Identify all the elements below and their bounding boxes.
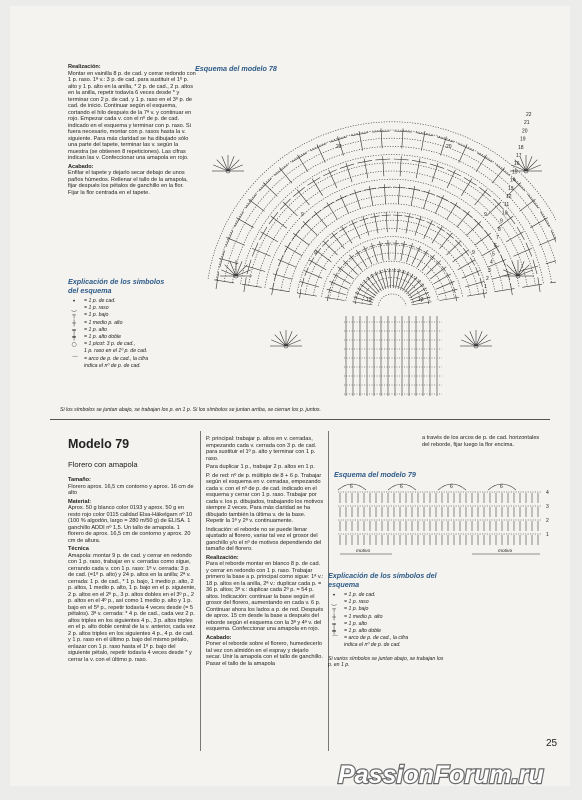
diagram-78-stitch-bar xyxy=(463,248,469,255)
diagram-78-arc-label: 20 xyxy=(336,144,342,150)
diagram-78-caption: Si los símbolos se juntan abajo, se trabajan los p. en 1 p. Si los símbolos se juntan arriba, se cierran los p. juntos. xyxy=(60,407,321,413)
diagram-79-arc-label: 6 xyxy=(400,484,403,490)
legend-78-symbol-icon: ⌒ xyxy=(70,355,77,363)
diagram-78-arc-label: 9 xyxy=(301,212,304,218)
legend-78-symbol-icon: ○ xyxy=(71,341,77,349)
diagram-78-stitch-bar xyxy=(485,230,492,240)
legend-78-symbol-icon: ╤ xyxy=(72,326,76,334)
legend-79-item xyxy=(328,635,478,642)
diagram-78-row-number: 3 xyxy=(488,267,491,274)
diagram-78-stitch-bar xyxy=(226,231,233,247)
legend-78-symbol-icon: ┬ xyxy=(72,312,76,320)
legend-79-text: = 1 medio p. alto xyxy=(344,613,383,620)
legend-78-item xyxy=(68,312,198,319)
legend-78-text: indica el nº de p. de cad. xyxy=(84,362,141,369)
realizacion-78-text: Montar en vainilla 8 p. de cad. y cerrar redondo con 1 p. raso. 1ª v.: 3 p. de cad. para sustituir el 1º p. alto y 1 p. alto en la anilla, * 2 p. de cad., 2 p. altos en la anilla, repetir todavía 6 veces desde * y terminar con 2 p. de cad. y 1 p. raso en el 3º p. de cad. de inicio. Continuar según el esquema, cortando el hilo después de la 7ª v. y continuar en rojo. Empezar cada v. con el nº de p. de cad. indicado en el esquema y terminar con p. raso. Si fuera necesario, montar con p. rasos hasta la v. siguiente. Para más claridad se ha dibujado sólo una parte del tapete, terminar las v. según la muestra (se obtienen 8 repeticiones). Las cifras indican las v. Confeccionar una amapola en rojo. xyxy=(68,70,196,161)
diagram-78-stitch-bar xyxy=(340,164,354,169)
diagram-78-ring xyxy=(273,187,511,289)
diagram-78-stitch-bar xyxy=(292,230,299,240)
diagram-78-shell-stitch xyxy=(228,160,239,171)
diagram-78-ring xyxy=(281,196,503,291)
diagram-78-arc-label: 13 xyxy=(418,297,424,303)
diagram-78-stitch-bar xyxy=(423,191,435,195)
legend-79-symbol-icon: ╤ xyxy=(332,620,336,628)
legend-79-item xyxy=(328,592,478,599)
diagram-78-stitch-bar xyxy=(305,267,309,276)
tecnica-title: Técnica xyxy=(68,546,89,552)
acabado-78-text: Enfilar el tapete y dejarlo secar debajo de unos paños húmedos. Rellenar el tallo de la amapola, fijar después los pétalos de ganchillo en la flor. Fijar la flor centrada en el tapete. xyxy=(68,170,188,196)
diagram-78-stitch-bar xyxy=(349,255,354,259)
diagram-78-ring xyxy=(257,171,528,287)
diagram-78-ring xyxy=(321,237,462,297)
diagram-78-row-number: 22 xyxy=(526,112,532,118)
diagram-78-shell-stitch xyxy=(476,335,487,346)
diagram-78-stitch-bar xyxy=(371,276,374,278)
legend-79-text: = 1 p. alto doble xyxy=(344,628,382,635)
legend-79-symbol-icon: • xyxy=(332,592,336,599)
legend-78-item xyxy=(68,348,198,355)
legend-79-text: = arco de p. de cad., la cifra xyxy=(344,635,409,642)
legend-79-text: = 1 p. bajo xyxy=(344,606,369,613)
diagram-78-arc-label: 9 xyxy=(472,250,475,256)
legend-79-item xyxy=(328,621,478,628)
diagram-78-row-number: 1 xyxy=(484,284,487,291)
diagram-78-stitch-bar xyxy=(420,284,422,287)
legend-79-item xyxy=(328,614,478,621)
diagram-78-stitch-bar xyxy=(235,212,244,227)
diagram-78-stitch-bar xyxy=(506,269,509,281)
legend-78-item xyxy=(68,356,198,363)
diagram-79-row-number: 1 xyxy=(546,532,549,538)
diagram-78-title: Esquema del modelo 78 xyxy=(195,64,277,73)
diagram-78-stitch-bar xyxy=(427,222,435,226)
legend-78-symbol-icon: ┼ xyxy=(72,319,76,327)
diagram-78-stitch-bar xyxy=(355,300,356,304)
realizacion-78-title: Realización: xyxy=(68,64,101,70)
material-text: Aprox. 50 g blanco color 0193 y aprox. 50 g en resto rojo color 0115 calidad Elsa-Häkelgarn nº 10 (100 % algodón, largo = 280 m/50 g) de ELISA. 1 ganchillo ADDI nº 1,5. Un tallo de amapola. 1 florero de aprox. 16,5 cm de contorno y aprox. 20 cm de altura. xyxy=(68,505,193,544)
diagram-78-ring xyxy=(338,253,447,299)
diagram-78-row-number: 2 xyxy=(486,276,489,282)
diagram-78-stitch-bar xyxy=(526,243,532,257)
page-number: 25 xyxy=(546,738,558,749)
section-divider xyxy=(50,419,550,420)
diagram-78-stitch xyxy=(546,258,556,264)
legend-79-list xyxy=(328,592,478,650)
diagram-78-stitch-bar xyxy=(540,212,549,227)
diagram-78-stitch-bar xyxy=(269,212,278,224)
tecnica-text: Amapola: montar 9 p. de cad. y cerrar en redondo con 1 p. raso, trabajar en v. cerradas como sigue, cerrando cada v. con 1 p. raso: 1ª v. cerrada: 3 p. de cad. (=1º p. alto) y 24 p. altos en la anilla; 2ª v. cerrada: 1 p. de cad., * 1 p. bajo, 1 medio p. alto, 2 p. altos, 1 medio p. alto, 1 p. bajo en el p. siguiente, 2 p. altos en el 2º p., 3 p. altos dobles en el 3º p., 2 p. altos en el 4º p., así como 1 medio p. alto y 1 p. bajo en el 5º p., repetir todavía 4 veces desde (= 5 pétalos). 3ª v. cerrada: * 4 p. de cad., cada vez 2 p. altos triples en los siguientes 4 p., 3 p. altos triples en el p. alto doble central de la v. anterior, cada vez 2 p. altos triples en los siguientes 4 p., 4 p. de cad. y 1 p. raso en el último p. bajo del mismo pétalo, enlazar con 1 p. raso hasta el 1º p. bajo del siguiente pétalo, repetir todavía 4 veces desde * y cerrar la v. con el último p. raso. xyxy=(68,552,196,663)
diagram-78-stitch-bar xyxy=(336,196,347,201)
legend-79-text: = 1 p. de cad. xyxy=(344,592,376,598)
diagram-78-stitch-bar xyxy=(430,164,444,169)
legend-79-note: Si varios símbolos se juntan abajo, se trabajan los p. en 1 p. xyxy=(328,655,444,668)
realizacion-78-block xyxy=(68,64,196,198)
legend-78 xyxy=(68,278,198,370)
right-column-intro: a través de los arcos de p. de cad. horizontales del reborde, fijar luego la flor encima. xyxy=(422,435,540,448)
diagram-78-ring xyxy=(378,294,406,306)
middle-text-c: P. de red: nº de p. múltiplo de 8 + 6 p. Trabajar según el esquema en v. cerradas, empezando cada v. con el nº de p. de cad. indicado en el esquema y cerrar con 1 p. raso. Trabajar por cada v. los p. dibujados, trabajando los motivos siempre 2 veces. Para más claridad se ha dibujado también la última v. de la base. Repetir la 1ª y 2ª v. continuamente. xyxy=(206,472,324,524)
model-79-text xyxy=(68,477,196,665)
legend-78-item xyxy=(68,334,198,341)
legend-78-title-line1: Explicación de los símbolos xyxy=(68,277,165,286)
legend-78-list xyxy=(68,298,198,370)
diagram-78-row-number: 9 xyxy=(500,218,503,225)
diagram-78-shell-stitch xyxy=(465,335,476,346)
legend-79-symbol-icon: ⌒ xyxy=(330,635,337,643)
diagram-78-ring xyxy=(289,204,495,292)
diagram-78-stitch-bar xyxy=(307,177,320,185)
diagram-78-shell-stitch xyxy=(286,335,297,346)
diagram-78-stitch-bar xyxy=(450,202,460,208)
diagram-78-stitch-bar xyxy=(464,177,477,185)
legend-78-item xyxy=(68,298,198,305)
diagram-78-stitch-bar xyxy=(274,269,277,281)
legend-78-text: = 1 picot: 3 p. de cad., xyxy=(84,341,136,348)
diagram-78-stitch-bar xyxy=(437,137,454,142)
diagram-78-stitch-bar xyxy=(382,215,391,216)
diagram-78-stitch-bar xyxy=(349,222,357,226)
diagram-78-arc-label: 9 xyxy=(314,250,317,256)
legend-78-item xyxy=(68,327,198,334)
acabado-78-title: Acabado: xyxy=(68,163,94,170)
legend-78-symbol-icon: • xyxy=(72,298,76,305)
diagram-78-stitch-bar xyxy=(260,227,267,240)
diagram-78-stitch-bar xyxy=(517,227,524,240)
diagram-78-stitch-bar xyxy=(246,194,257,208)
diagram-79-title: Esquema del modelo 79 xyxy=(334,470,416,479)
diagram-78-stitch-bar xyxy=(476,267,480,276)
diagram-78-stitch xyxy=(539,237,556,245)
diagram-78-row-number: 6 xyxy=(494,243,497,250)
diagram-78-stitch-bar xyxy=(330,137,347,142)
legend-78-text: = 1 p. alto doble xyxy=(84,334,122,341)
diagram-79-arc-label: 6 xyxy=(500,484,503,490)
diagram-78-row-number: 19 xyxy=(520,136,526,143)
diagram-79-arc-label: 6 xyxy=(450,484,453,490)
diagram-78-row-number: 10 xyxy=(502,210,508,217)
legend-78-text: = arco de p. de cad., la cifra xyxy=(84,355,149,362)
diagram-78-stitch-bar xyxy=(496,165,510,176)
diagram-78-row-number: 12 xyxy=(506,194,512,200)
diagram-78-stitch-bar xyxy=(355,251,361,254)
diagram-78-stitch-bar xyxy=(274,165,288,176)
legend-79-text: = 1 p. raso xyxy=(344,599,369,606)
diagram-78-stitch-bar xyxy=(284,242,290,252)
legend-78-item xyxy=(68,363,198,370)
diagram-78-stitch-bar xyxy=(220,251,225,268)
legend-78-text: = 1 medio p. alto xyxy=(84,319,123,326)
legend-79-text: = 1 p. alto xyxy=(344,620,367,627)
legend-78-text: 1 p. raso en el 1º p. de cad. xyxy=(84,348,148,355)
middle-text-f: Poner el reborde sobre el florero, humedecerlo tal vez con almidón en el espray y dejarlo secar. Unir la amapola con el tallo de ganchillo. Pasar el tallo de la amapola xyxy=(206,641,323,667)
middle-text-e: Para el reborde montar en blanco 8 p. de cad. y cerrar en redondo con 1 p. raso. Trabajar primero la base a p. principal como sigue: 1ª v.: 18 p. altos en la anilla, 2ª v.: duplicar cada p. = 36 p. altos; 3ª v.: duplicar cada 2º p. = 54 p. altos. Indicación: continuar la base según el grosor del florero, aumentando en cada v. 6 p. Continuar ahora los lados a p. de red. Después de aprox. 15 cm desde la base a después del reborde según el esquema con la 3ª y 4ª v. del esquema. Confeccionar una amapola en rojo. xyxy=(206,561,324,632)
diagram-78-row-number: 21 xyxy=(524,120,530,127)
diagram-78-stitch-bar xyxy=(397,271,401,272)
diagram-78-stitch-bar xyxy=(278,255,283,266)
middle-text-a: P. principal: trabajar p. altos en v. cerradas, empezando cada v. cerrada con 3 p. de cad. para sustituir el 1º p. alto y terminar con 1 p. raso. xyxy=(206,436,317,462)
diagram-78-stitch-bar xyxy=(334,273,337,279)
diagram-79-label-left: motivo xyxy=(356,549,371,554)
diagram-78-row-number: 14 xyxy=(510,177,516,184)
diagram-78-row-number: 4 xyxy=(490,259,493,266)
diagram-78-arc-label: 13 xyxy=(366,297,372,303)
diagram-78-row-number: 15 xyxy=(512,169,518,176)
diagram-78-row-number: 8 xyxy=(498,226,501,233)
diagram-79-label-right: motivo xyxy=(498,549,513,554)
legend-79-item xyxy=(328,606,478,613)
model-79-subtitle: Florero con amapola xyxy=(68,460,138,469)
legend-78-text: = 1 p. alto xyxy=(84,326,107,333)
watermark-text: PassionForum.ru xyxy=(338,761,544,789)
legend-79-symbol-icon: ‿ xyxy=(331,599,337,607)
diagram-78-stitch-bar xyxy=(423,288,425,291)
diagram-79-arc-label: 6 xyxy=(350,484,353,490)
diagram-78-shell-stitch xyxy=(526,160,537,171)
diagram-78-row-number: 18 xyxy=(518,144,524,151)
middle-text-d: Indicación: el reborde no se puede llenar ajustado al florero, variar tal vez el grosor del ganchillo y/o el nº de motivos dependiendo del tamaño del florero. xyxy=(206,526,322,552)
diagram-78-row-number: 13 xyxy=(508,185,514,192)
diagram-78-row-number: 7 xyxy=(496,235,499,241)
diagram-78-shell-stitch xyxy=(518,265,529,276)
diagram-78-stitch-bar xyxy=(442,266,446,271)
diagram-78-stitch-bar xyxy=(437,196,448,201)
legend-78-item xyxy=(68,305,198,312)
diagram-78-row-number: 16 xyxy=(514,161,520,168)
diagram-78-stitch-bar xyxy=(477,153,492,162)
legend-78-text: = 1 p. de cad. xyxy=(84,298,116,304)
diagram-78-stitch-bar xyxy=(479,187,491,196)
diagram-78-stitch-bar xyxy=(361,284,363,287)
legend-78-text: = 1 p. bajo xyxy=(84,312,109,319)
diagram-78-stitch-bar xyxy=(383,271,387,272)
diagram-78-stitch-bar xyxy=(310,144,326,151)
diagram-78-shell-stitch xyxy=(217,160,228,171)
legend-78-symbol-icon: ╪ xyxy=(72,334,76,342)
diagram-79-row-number: 2 xyxy=(546,518,549,524)
legend-79-item xyxy=(328,642,478,649)
legend-78-text: = 1 p. raso xyxy=(84,305,109,312)
magazine-page xyxy=(10,6,570,786)
diagram-79-row-number: 4 xyxy=(546,490,549,496)
legend-79 xyxy=(328,572,478,668)
diagram-78-stitch-bar xyxy=(292,153,307,162)
diagram-78-ring xyxy=(240,155,543,284)
diagram-78-row-number: 17 xyxy=(516,153,522,159)
model-79-middle-column xyxy=(206,436,324,669)
diagram-78-stitch-bar xyxy=(428,300,429,304)
diagram-78-stitch-bar xyxy=(247,260,251,274)
diagram-78-ring xyxy=(346,261,438,300)
diagram-78-stitch-bar xyxy=(393,187,405,188)
diagram-78-stitch-bar xyxy=(393,215,402,216)
legend-79-symbol-icon: ╪ xyxy=(332,628,336,636)
diagram-78-stitch-bar xyxy=(423,251,429,254)
legend-79-title-line1: Explicación de los símbolos del xyxy=(328,571,437,580)
diagram-78-ring xyxy=(330,245,455,298)
diagram-78-row-number: 5 xyxy=(492,251,495,258)
diagram-78-stitch-bar xyxy=(430,255,435,259)
legend-78-item xyxy=(68,320,198,327)
diagram-78 xyxy=(196,76,556,401)
diagram-78-stitch-bar xyxy=(528,194,539,208)
diagram-79 xyxy=(322,482,562,562)
watermark xyxy=(330,758,580,794)
legend-79-symbol-icon: ┼ xyxy=(332,613,336,621)
realizacion-79-title: Realización: xyxy=(206,554,239,561)
legend-78-item xyxy=(68,341,198,348)
legend-78-title-line2: del esquema xyxy=(68,285,112,295)
tamano-text: Florero aprox. 16,5 cm contorno y aprox. 16 cm de alto xyxy=(68,483,194,496)
legend-79-text: indica el nº de p. de cad. xyxy=(344,642,401,649)
diagram-78-stitch-bar xyxy=(533,260,537,274)
diagram-78-stitch-bar xyxy=(312,210,321,218)
acabado-79-title: Acabado: xyxy=(206,634,232,641)
diagram-78-stitch-bar xyxy=(323,202,333,208)
diagram-78-stitch-bar xyxy=(501,255,506,266)
legend-79-item xyxy=(328,628,478,635)
legend-79-symbol-icon: ┬ xyxy=(332,606,336,614)
legend-79-item xyxy=(328,599,478,606)
diagram-78-arc-label: 20 xyxy=(446,144,452,150)
diagram-78-stitch-bar xyxy=(293,187,305,196)
diagram-78-shell-stitch xyxy=(275,335,286,346)
diagram-78-stitch-bar xyxy=(350,191,362,195)
middle-text-b: Para duplicar 1 p., trabajar 2 p. altos en 1 p. xyxy=(206,464,315,470)
diagram-78-ring xyxy=(305,220,478,294)
diagram-78-ring xyxy=(297,212,487,293)
diagram-78-stitch-bar xyxy=(330,233,337,239)
model-79-heading: Modelo 79 xyxy=(68,437,130,451)
diagram-78-stitch-bar xyxy=(458,144,474,151)
diagram-78-stitch-bar xyxy=(338,266,342,271)
column-divider-1 xyxy=(200,431,201,751)
tamano-title: Tamaño: xyxy=(68,477,91,483)
diagram-78-stitch-bar xyxy=(447,170,461,176)
legend-79-title-line2: esquema xyxy=(328,579,360,589)
diagram-78-stitch-bar xyxy=(463,210,472,218)
diagram-78-stitch xyxy=(550,280,556,283)
diagram-78-row-number: 20 xyxy=(522,128,528,135)
diagram-78-arc-label: 9 xyxy=(484,212,487,218)
diagram-78-ring xyxy=(313,228,470,295)
diagram-78-stitch-bar xyxy=(359,288,361,291)
diagram-79-row-number: 3 xyxy=(546,504,549,510)
diagram-78-shell-stitch xyxy=(236,265,247,276)
diagram-78-row-number: 11 xyxy=(504,202,510,209)
legend-78-symbol-icon: ‿ xyxy=(71,305,77,313)
diagram-78-stitch-bar xyxy=(410,276,413,278)
material-title: Material: xyxy=(68,498,92,505)
